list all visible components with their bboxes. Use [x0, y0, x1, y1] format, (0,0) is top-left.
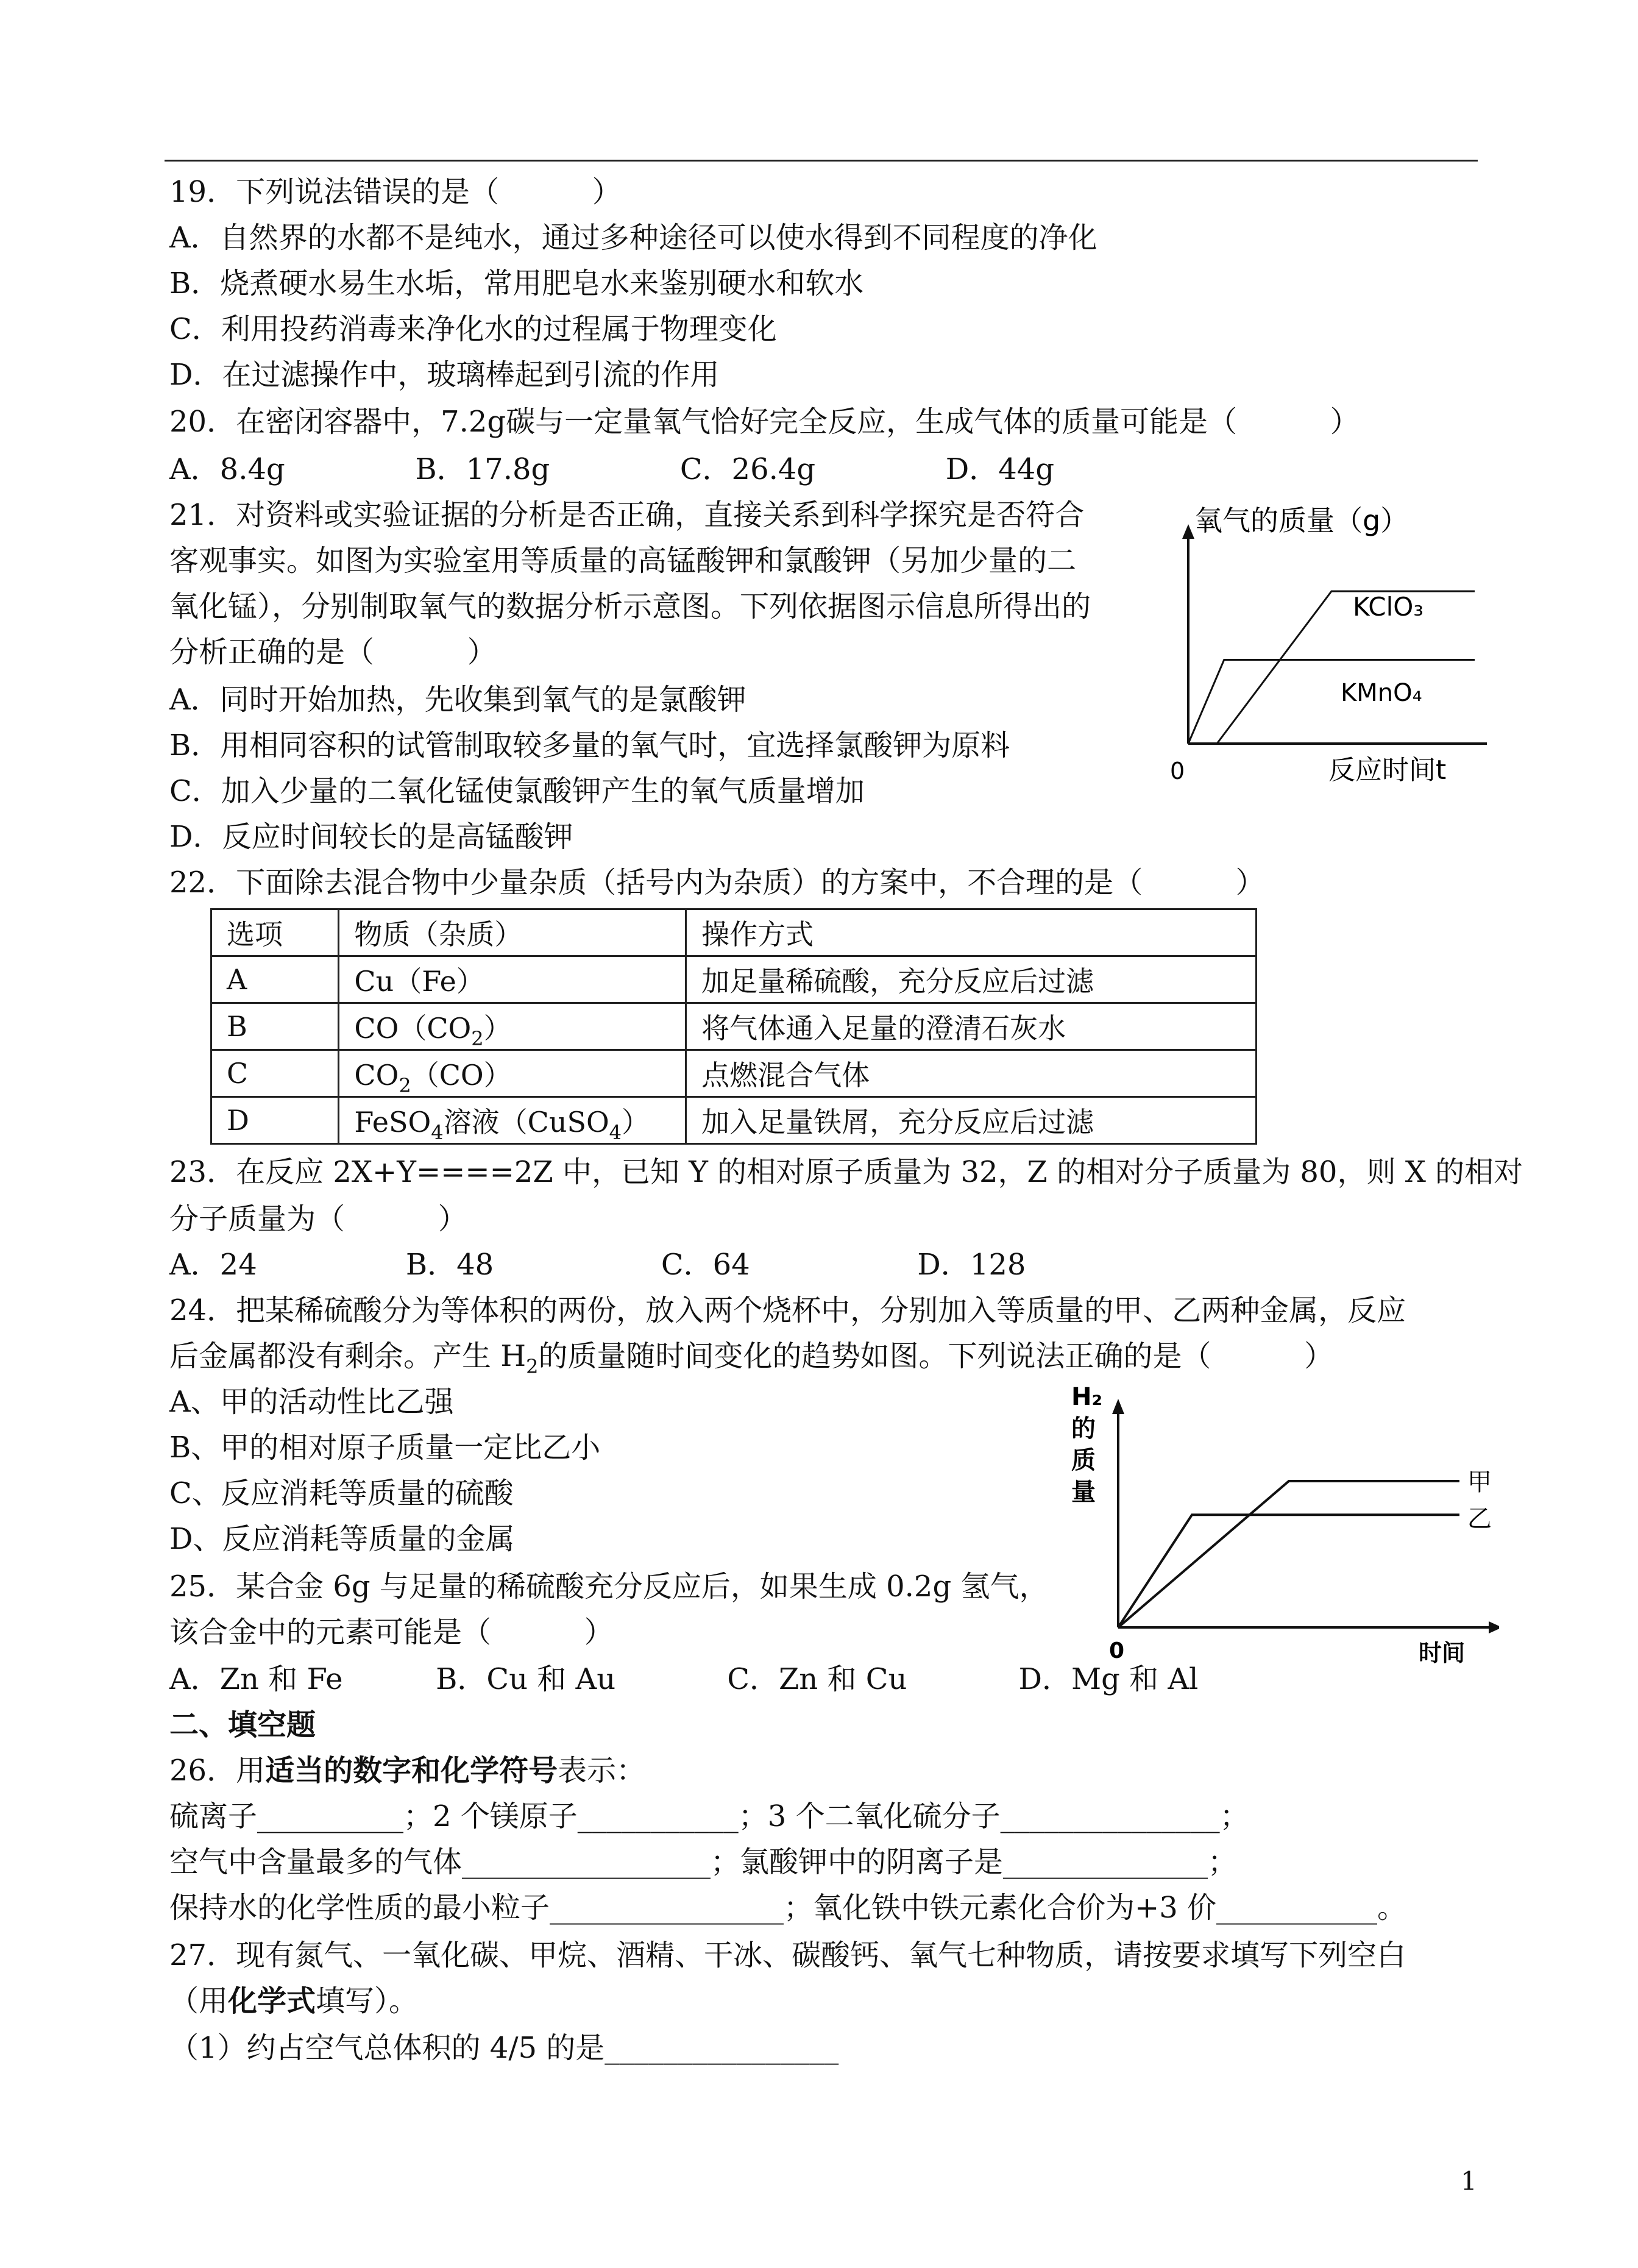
q19-option-c: C．利用投药消毒来净化水的过程属于物理变化 — [169, 312, 777, 346]
impurity-table — [210, 908, 1257, 1145]
table-cell-option: D — [211, 1097, 339, 1144]
oxygen-mass-chart — [1152, 500, 1493, 786]
y-axis-label-char: 量 — [1071, 1478, 1096, 1506]
section-title: 二、填空题 — [169, 1708, 316, 1742]
y-axis-label-char: H₂ — [1071, 1383, 1102, 1411]
header-rule — [165, 160, 1478, 162]
q24-line-1: 24．把某稀硫酸分为等体积的两份，放入两个烧杯中，分别加入等质量的甲、乙两种金属，反应 — [169, 1293, 1406, 1328]
q26-line-3: 保持水的化学性质的最小粒子________________；氧化铁中铁元素化合价为+3 价___________。 — [169, 1891, 1407, 1925]
q21-line-3: 氧化锰），分别制取氧气的数据分析示意图。下列依据图示信息所得出的 — [169, 589, 1091, 624]
table-header-substance: 物质（杂质） — [339, 909, 686, 956]
table-row — [211, 1050, 1257, 1097]
table-cell-option: B — [211, 1003, 339, 1050]
q23-line-2: 分子质量为（ ） — [169, 1202, 467, 1236]
y-axis-arrow — [1112, 1399, 1124, 1414]
hydrogen-mass-chart — [1060, 1381, 1499, 1670]
series-label-jia: 甲 — [1467, 1468, 1492, 1496]
q22-stem: 22．下面除去混合物中少量杂质（括号内为杂质）的方案中，不合理的是（ ） — [169, 866, 1265, 900]
q23-line-1: 23．在反应 2X+Y====2Z 中，已知 Y 的相对原子质量为 32，Z 的相对分子质量为 80，则 X 的相对 — [169, 1155, 1523, 1189]
y-axis-label-char: 质 — [1071, 1446, 1096, 1474]
table-row — [211, 956, 1257, 1003]
series-label-kmno4: KMnO₄ — [1341, 679, 1422, 707]
q23-options: A．24 B．48 C．64 D．128 — [169, 1248, 1026, 1282]
origin-label: 0 — [1170, 758, 1185, 784]
table-cell-operation: 加入足量铁屑，充分反应后过滤 — [686, 1097, 1257, 1144]
table-cell-substance: $CO(CO_2)$ — [339, 1003, 686, 1050]
q21-option-d: D．反应时间较长的是高锰酸钾 — [169, 820, 573, 854]
q21-line-1: 21．对资料或实验证据的分析是否正确，直接关系到科学探究是否符合 — [169, 498, 1085, 532]
series-label-kclo3: KClO₃ — [1353, 592, 1424, 622]
y-axis-arrow — [1182, 524, 1194, 539]
q26-stem: 26．用适当的数字和化学符号表示： — [169, 1754, 646, 1788]
q24-line-2: 后金属都没有剩余。产生 $H_2$的质量随时间变化的趋势如图。下列说法正确的是（ ） — [169, 1339, 1334, 1378]
q27-line-2: （用化学式填写）。 — [169, 1984, 419, 2018]
table-cell-operation: 点燃混合气体 — [686, 1050, 1257, 1097]
table-cell-substance: Cu（Fe） — [339, 956, 686, 1003]
x-axis-arrow — [1489, 1621, 1499, 1633]
q24-option-b: B、甲的相对原子质量一定比乙小 — [169, 1431, 601, 1465]
table-cell-substance: FeSO$_4$溶液（CuSO$_4$） — [339, 1097, 686, 1144]
q24-option-d: D、反应消耗等质量的金属 — [169, 1522, 515, 1556]
q21-option-c: C．加入少量的二氧化锰使氯酸钾产生的氧气质量增加 — [169, 774, 865, 808]
q21-line-4: 分析正确的是（ ） — [169, 635, 497, 669]
q20-options: A．8.4g B．17.8g C．26.4g D．44g — [169, 452, 1055, 486]
table-cell-operation: 将气体通入足量的澄清石灰水 — [686, 1003, 1257, 1050]
q24-option-c: C、反应消耗等质量的硫酸 — [169, 1476, 514, 1510]
page-number: 1 — [1461, 2166, 1477, 2196]
table-header-option: 选项 — [211, 909, 339, 956]
table-header-operation: 操作方式 — [686, 909, 1257, 956]
q19-option-b: B．烧煮硬水易生水垢，常用肥皂水来鉴别硬水和软水 — [169, 266, 864, 300]
q21-line-2: 客观事实。如图为实验室用等质量的高锰酸钾和氯酸钾（另加少量的二 — [169, 544, 1077, 578]
x-axis-label: 反应时间t — [1328, 755, 1447, 786]
q19-option-a: A．自然界的水都不是纯水，通过多种途径可以使水得到不同程度的净化 — [169, 221, 1097, 255]
q21-option-b: B．用相同容积的试管制取较多量的氧气时，宜选择氯酸钾为原料 — [169, 728, 1010, 763]
table-row — [211, 1003, 1257, 1050]
series-line-jia — [1118, 1481, 1459, 1627]
series-line-kmno4 — [1188, 660, 1475, 744]
table-cell-substance: $CO_2(CO)$ — [339, 1050, 686, 1097]
table-header-row — [211, 909, 1257, 956]
q26-line-2: 空气中含量最多的气体_________________；氯酸钾中的阴离子是______________； — [169, 1845, 1238, 1879]
q19-stem: 19．下列说法错误的是（ ） — [169, 175, 622, 209]
y-axis-label-char: 的 — [1071, 1415, 1096, 1443]
table-cell-option: A — [211, 956, 339, 1003]
q26-line-1: 硫离子__________；2 个镁原子___________；3 个二氧化硫分子_______________； — [169, 1799, 1249, 1833]
q25-options: A．Zn 和 Fe B．Cu 和 Au C．Zn 和 Cu D．Mg 和 Al — [169, 1662, 1199, 1696]
q20-stem: 20．在密闭容器中，7.2g碳与一定量氧气恰好完全反应，生成气体的质量可能是（ ） — [169, 405, 1360, 439]
q27-item-1: （1）约占空气总体积的 4/5 的是________________ — [169, 2031, 839, 2065]
x-axis-label: 时间 — [1419, 1640, 1466, 1666]
q25-line-1: 25．某合金 6g 与足量的稀硫酸充分反应后，如果生成 0.2g 氢气， — [169, 1569, 1049, 1604]
origin-label: 0 — [1109, 1638, 1125, 1663]
series-line-kclo3 — [1217, 591, 1475, 744]
table-cell-option: C — [211, 1050, 339, 1097]
q24-option-a: A、甲的活动性比乙强 — [169, 1385, 454, 1419]
q25-line-2: 该合金中的元素可能是（ ） — [169, 1615, 614, 1649]
table-cell-operation: 加足量稀硫酸，充分反应后过滤 — [686, 956, 1257, 1003]
table-row — [211, 1097, 1257, 1144]
q27-line-1: 27．现有氮气、一氧化碳、甲烷、酒精、干冰、碳酸钙、氧气七种物质，请按要求填写下列空白 — [169, 1938, 1406, 1972]
series-label-yi: 乙 — [1467, 1505, 1492, 1533]
series-line-yi — [1118, 1515, 1459, 1627]
q19-option-d: D．在过滤操作中，玻璃棒起到引流的作用 — [169, 358, 720, 392]
q21-option-a: A．同时开始加热，先收集到氧气的是氯酸钾 — [169, 683, 746, 717]
y-axis-label: 氧气的质量（g） — [1194, 504, 1409, 537]
